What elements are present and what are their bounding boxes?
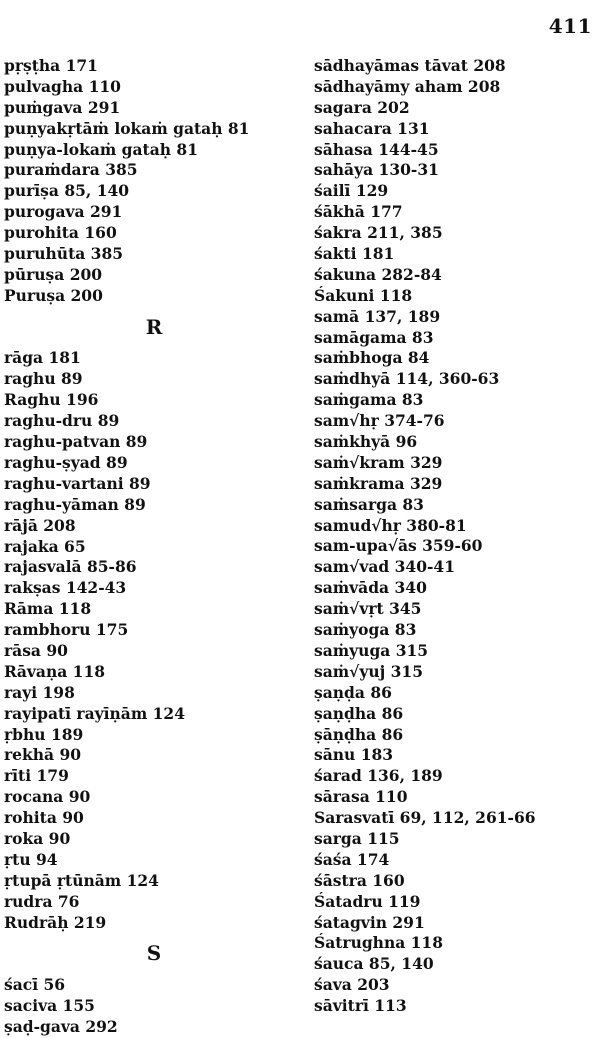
index-entry: śaśa 174	[314, 849, 390, 869]
index-entry: Sarasvatī 69, 112, 261-66	[314, 808, 536, 828]
index-entry: saṁ√kram 329	[314, 452, 443, 472]
index-column-left	[4, 56, 304, 1038]
index-entry: ṣaṇḍha 86	[314, 703, 404, 723]
index-entry: Rāma 118	[4, 599, 92, 619]
index-entry: śava 203	[314, 975, 390, 995]
index-entry: saṁkrama 329	[314, 473, 443, 493]
index-entry: roka 90	[4, 828, 71, 848]
index-column-right	[314, 56, 598, 1017]
index-entry: purohita 160	[4, 223, 117, 243]
index-entry: sārasa 110	[314, 787, 408, 807]
index-entry: rekhā 90	[4, 745, 82, 765]
index-entry: sādhayāmy aham 208	[314, 76, 501, 96]
section-letter-heading: R	[145, 314, 163, 339]
index-entry: śakuna 282-84	[314, 264, 442, 284]
index-entry: śacī 56	[4, 975, 66, 995]
index-entry: śatagvin 291	[314, 912, 425, 932]
index-entry: rāsa 90	[4, 640, 68, 660]
section-letter-heading: S	[146, 941, 162, 966]
index-entry: śakti 181	[314, 244, 395, 264]
index-entry: Raghu 196	[4, 390, 99, 410]
index-entry: rāga 181	[4, 348, 81, 368]
page-number: 411	[548, 14, 592, 38]
index-entry: sahāya 130-31	[314, 160, 439, 180]
index-entry: śāstra 160	[314, 870, 405, 890]
index-entry: śauca 85, 140	[314, 954, 434, 974]
index-entry: rohita 90	[4, 808, 84, 828]
index-entry: saṁyuga 315	[314, 640, 429, 660]
index-entry: Puruṣa 200	[4, 285, 103, 305]
index-entry: rambhoru 175	[4, 620, 129, 640]
index-entry: purogava 291	[4, 202, 123, 222]
index-entry: purīṣa 85, 140	[4, 181, 130, 201]
index-entry: ṣaṇḍa 86	[314, 682, 392, 702]
index-entry: pulvagha 110	[4, 76, 121, 96]
index-entry: śailī 129	[314, 181, 389, 201]
index-entry: raghu-dru 89	[4, 411, 120, 431]
index-entry: puṁgava 291	[4, 97, 121, 117]
index-entry: saciva 155	[4, 996, 95, 1016]
index-entry: śakra 211, 385	[314, 223, 443, 243]
index-entry: sāvitrī 113	[314, 996, 407, 1016]
index-entry: raghu 89	[4, 369, 83, 389]
index-entry: rayi 198	[4, 682, 75, 702]
index-entry: samāgama 83	[314, 327, 434, 347]
index-entry: sānu 183	[314, 745, 394, 765]
index-entry: rīti 179	[4, 766, 69, 786]
index-entry: saṁvāda 340	[314, 578, 427, 598]
index-entry: raghu-yāman 89	[4, 494, 146, 514]
index-entry: saṁkhyā 96	[314, 432, 418, 452]
index-entry: saṁdhyā 114, 360-63	[314, 369, 500, 389]
index-entry: raghu-patvan 89	[4, 432, 148, 452]
index-entry: saṁgama 83	[314, 390, 424, 410]
index-entry: ṛtu 94	[4, 849, 58, 869]
index-entry: samud√hṛ 380-81	[314, 515, 467, 535]
index-entry: rājā 208	[4, 515, 76, 535]
index-entry: sāhasa 144-45	[314, 139, 439, 159]
index-entry: saṁ√vṛt 345	[314, 599, 422, 619]
index-entry: sam√hṛ 374-76	[314, 411, 445, 431]
index-entry: rayipatī rayīṇām 124	[4, 703, 185, 723]
index-entry: sam√vad 340-41	[314, 557, 455, 577]
index-entry: raghu-ṣyad 89	[4, 452, 128, 472]
index-entry: puṇyakṛtāṁ lokaṁ gataḥ 81	[4, 118, 250, 138]
index-entry: sagara 202	[314, 97, 410, 117]
index-entry: śarad 136, 189	[314, 766, 443, 786]
index-entry: pūruṣa 200	[4, 264, 103, 284]
index-entry: sam-upa√ās 359-60	[314, 536, 483, 556]
index-entry: ṣāṇḍha 86	[314, 724, 404, 744]
index-entry: puruhūta 385	[4, 244, 124, 264]
index-entry: puṇya-lokaṁ gataḥ 81	[4, 139, 198, 159]
index-entry: rajasvalā 85-86	[4, 557, 137, 577]
index-entry: saṁbhoga 84	[314, 348, 430, 368]
index-entry: saṁsarga 83	[314, 494, 424, 514]
index-entry: rakṣas 142-43	[4, 578, 127, 598]
index-entry: ṛbhu 189	[4, 724, 84, 744]
index-entry: rudra 76	[4, 891, 80, 911]
index-entry: sarga 115	[314, 828, 400, 848]
index-entry: rocana 90	[4, 787, 91, 807]
index-entry: sahacara 131	[314, 118, 430, 138]
index-entry: Śatadru 119	[314, 891, 421, 911]
index-entry: saṁyoga 83	[314, 620, 417, 640]
index-entry: rajaka 65	[4, 536, 86, 556]
index-entry: śākhā 177	[314, 202, 403, 222]
index-entry: ṣaḍ-gava 292	[4, 1017, 118, 1036]
index-entry: Rudrāḥ 219	[4, 912, 107, 932]
index-entry: raghu-vartani 89	[4, 473, 151, 493]
index-entry: ṛtupā ṛtūnām 124	[4, 870, 159, 890]
index-entry: pṛṣṭha 171	[4, 56, 98, 75]
index-entry: Śakuni 118	[314, 285, 413, 305]
index-entry: saṁ√yuj 315	[314, 661, 423, 681]
index-entry: sādhayāmas tāvat 208	[314, 56, 506, 75]
index-entry: Śatrughna 118	[314, 933, 444, 953]
index-entry: samā 137, 189	[314, 306, 441, 326]
index-entry: Rāvaṇa 118	[4, 661, 106, 681]
index-entry: puraṁdara 385	[4, 160, 138, 180]
